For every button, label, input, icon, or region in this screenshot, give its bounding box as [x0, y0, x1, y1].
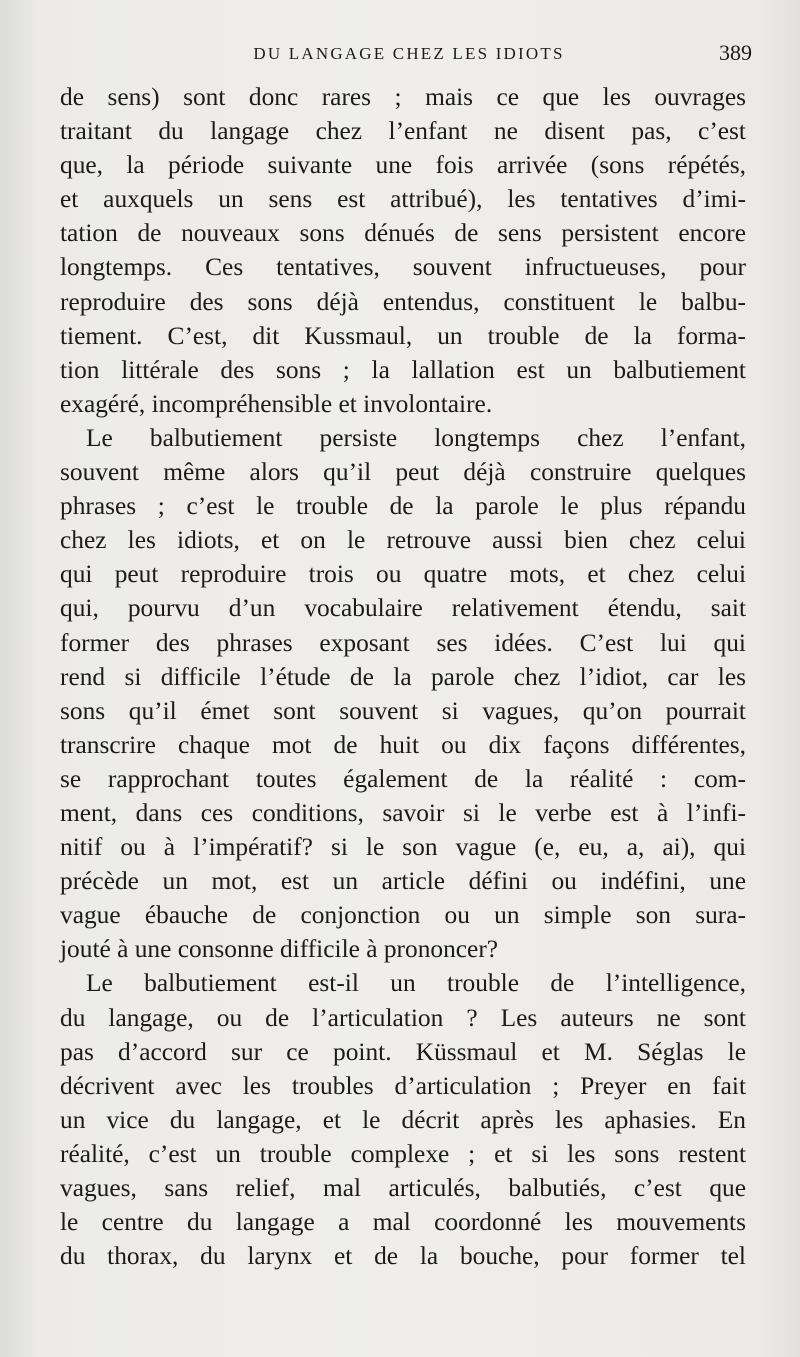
- text-line: tion littérale des sons ; la lallation est un balbutiement: [60, 355, 746, 384]
- text-line: vagues, sans relief, mal articulés, balbutiés, c’est que: [60, 1174, 746, 1202]
- text-line: tiement. C’est, dit Kussmaul, un trouble de la forma-: [60, 321, 746, 350]
- text-line: souvent même alors qu’il peut déjà construire quelques: [60, 458, 746, 487]
- text-line: former des phrases exposant ses idées. C’est lui qui: [60, 628, 746, 657]
- text-line: longtemps. Ces tentatives, souvent infructueuses, pour: [60, 253, 746, 282]
- text-line: et auxquels un sens est attribué), les tentatives d’imi-: [60, 185, 746, 214]
- text-line: Le balbutiement est-il un trouble de l’intelligence,: [86, 969, 746, 998]
- page-number: 389: [719, 40, 752, 65]
- text-line: nitif ou à l’impératif? si le son vague (e, eu, a, ai), qui: [60, 833, 746, 862]
- text-line: vague ébauche de conjonction ou un simple son sura-: [60, 901, 746, 930]
- text-line: que, la période suivante une fois arrivée (sons répétés,: [60, 151, 746, 180]
- text-line: Le balbutiement persiste longtemps chez l’enfant,: [86, 423, 746, 452]
- text-line: ment, dans ces conditions, savoir si le verbe est à l’infi-: [60, 798, 746, 827]
- text-line: du langage, ou de l’articulation ? Les auteurs ne sont: [60, 1003, 746, 1032]
- text-line: exagéré, incompréhensible et involontaire.: [60, 389, 493, 418]
- text-line: précède un mot, est un article défini ou indéfini, une: [60, 867, 746, 896]
- text-line: reproduire des sons déjà entendus, constituent le balbu-: [60, 287, 746, 316]
- text-line: jouté à une consonne difficile à prononcer?: [60, 935, 499, 964]
- paragraph-2: [60, 421, 746, 967]
- text-line: pas d’accord sur ce point. Küssmaul et M. Séglas le: [60, 1037, 746, 1066]
- paragraph-1: [60, 80, 746, 421]
- text-line: qui, pourvu d’un vocabulaire relativement étendu, sait: [60, 594, 746, 623]
- text-line: tation de nouveaux sons dénués de sens persistent encore: [60, 219, 746, 248]
- text-line: phrases ; c’est le trouble de la parole le plus répandu: [60, 492, 746, 521]
- text-line: réalité, c’est un trouble complexe ; et si les sons restent: [60, 1139, 746, 1168]
- text-line: rend si difficile l’étude de la parole chez l’idiot, car les: [60, 662, 746, 691]
- text-line: de sens) sont donc rares ; mais ce que les ouvrages: [60, 83, 746, 111]
- body-text: [60, 80, 746, 1273]
- text-line: traitant du langage chez l’enfant ne disent pas, c’est: [60, 117, 746, 146]
- text-line: qui peut reproduire trois ou quatre mots, et chez celui: [60, 560, 746, 589]
- text-line: se rapprochant toutes également de la réalité : com-: [60, 764, 746, 793]
- text-line: transcrire chaque mot de huit ou dix façons différentes,: [60, 730, 746, 759]
- paragraph-3: [60, 966, 746, 1273]
- running-title: DU LANGAGE CHEZ LES IDIOTS: [253, 44, 565, 63]
- text-line: décrivent avec les troubles d’articulation ; Preyer en fait: [60, 1071, 746, 1100]
- text-line: chez les idiots, et on le retrouve aussi bien chez celui: [60, 526, 746, 555]
- text-line: sons qu’il émet sont souvent si vagues, qu’on pourrait: [60, 696, 746, 725]
- page-header: [58, 40, 760, 74]
- text-line: du thorax, du larynx et de la bouche, pour former tel: [60, 1242, 746, 1271]
- text-line: le centre du langage a mal coordonné les mouvements: [60, 1208, 746, 1237]
- text-line: un vice du langage, et le décrit après les aphasies. En: [60, 1105, 746, 1134]
